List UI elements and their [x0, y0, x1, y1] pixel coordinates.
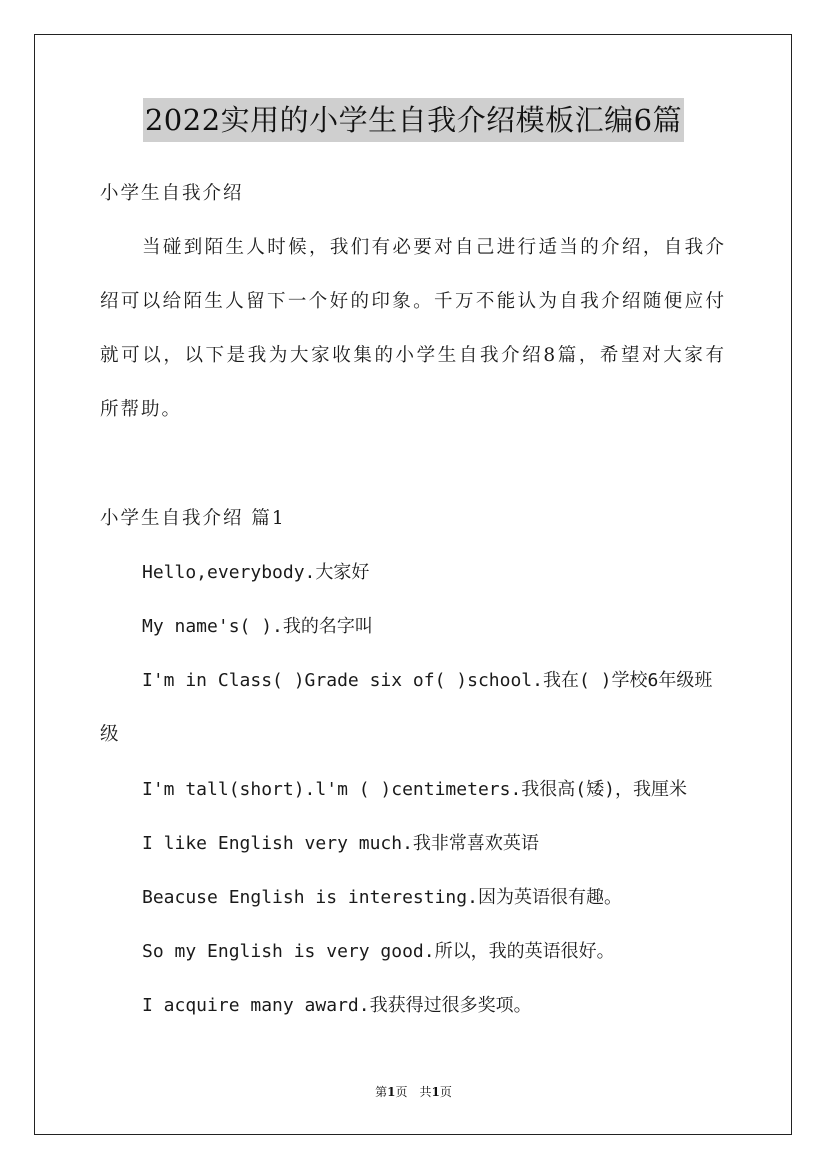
intro-line-1: 当碰到陌生人时候，我们有必要对自己进行适当的介绍，自我介: [142, 237, 726, 258]
article-line-2: My name's( ).我的名字叫: [142, 616, 373, 637]
article-line-6: I like English very much.我非常喜欢英语: [142, 833, 539, 854]
footer-total-number: 1: [431, 1085, 440, 1099]
intro-line-4: 所帮助。: [100, 399, 183, 420]
intro-line-2: 绍可以给陌生人留下一个好的印象。千万不能认为自我介绍随便应付: [100, 291, 726, 312]
document-title: 2022实用的小学生自我介绍模板汇编6篇: [143, 98, 684, 142]
article-line-1: Hello,everybody.大家好: [142, 562, 370, 583]
footer-page-number: 1: [387, 1085, 396, 1099]
article-line-4: 级: [100, 724, 121, 745]
page-footer: [0, 1083, 827, 1100]
footer-total-suffix: 页: [439, 1085, 452, 1099]
document-title-container: [0, 98, 827, 142]
footer-page-prefix: 第: [375, 1085, 388, 1099]
article-line-7: Beacuse English is interesting.因为英语很有趣。: [142, 887, 622, 908]
article-heading: 小学生自我介绍 篇1: [100, 508, 286, 529]
article-line-9: I acquire many award.我获得过很多奖项。: [142, 995, 532, 1016]
article-line-3: I'm in Class( )Grade six of( )school.我在( )学校6年级班: [142, 670, 713, 691]
footer-total-prefix: 共: [419, 1085, 432, 1099]
article-line-8: So my English is very good.所以，我的英语很好。: [142, 941, 615, 962]
intro-line-3: 就可以，以下是我为大家收集的小学生自我介绍8篇，希望对大家有: [100, 345, 726, 366]
footer-page-suffix: 页: [395, 1085, 408, 1099]
article-line-5: I'm tall(short).l'm ( )centimeters.我很高(矮)，我厘米: [142, 779, 687, 800]
section-heading: 小学生自我介绍: [100, 183, 244, 204]
